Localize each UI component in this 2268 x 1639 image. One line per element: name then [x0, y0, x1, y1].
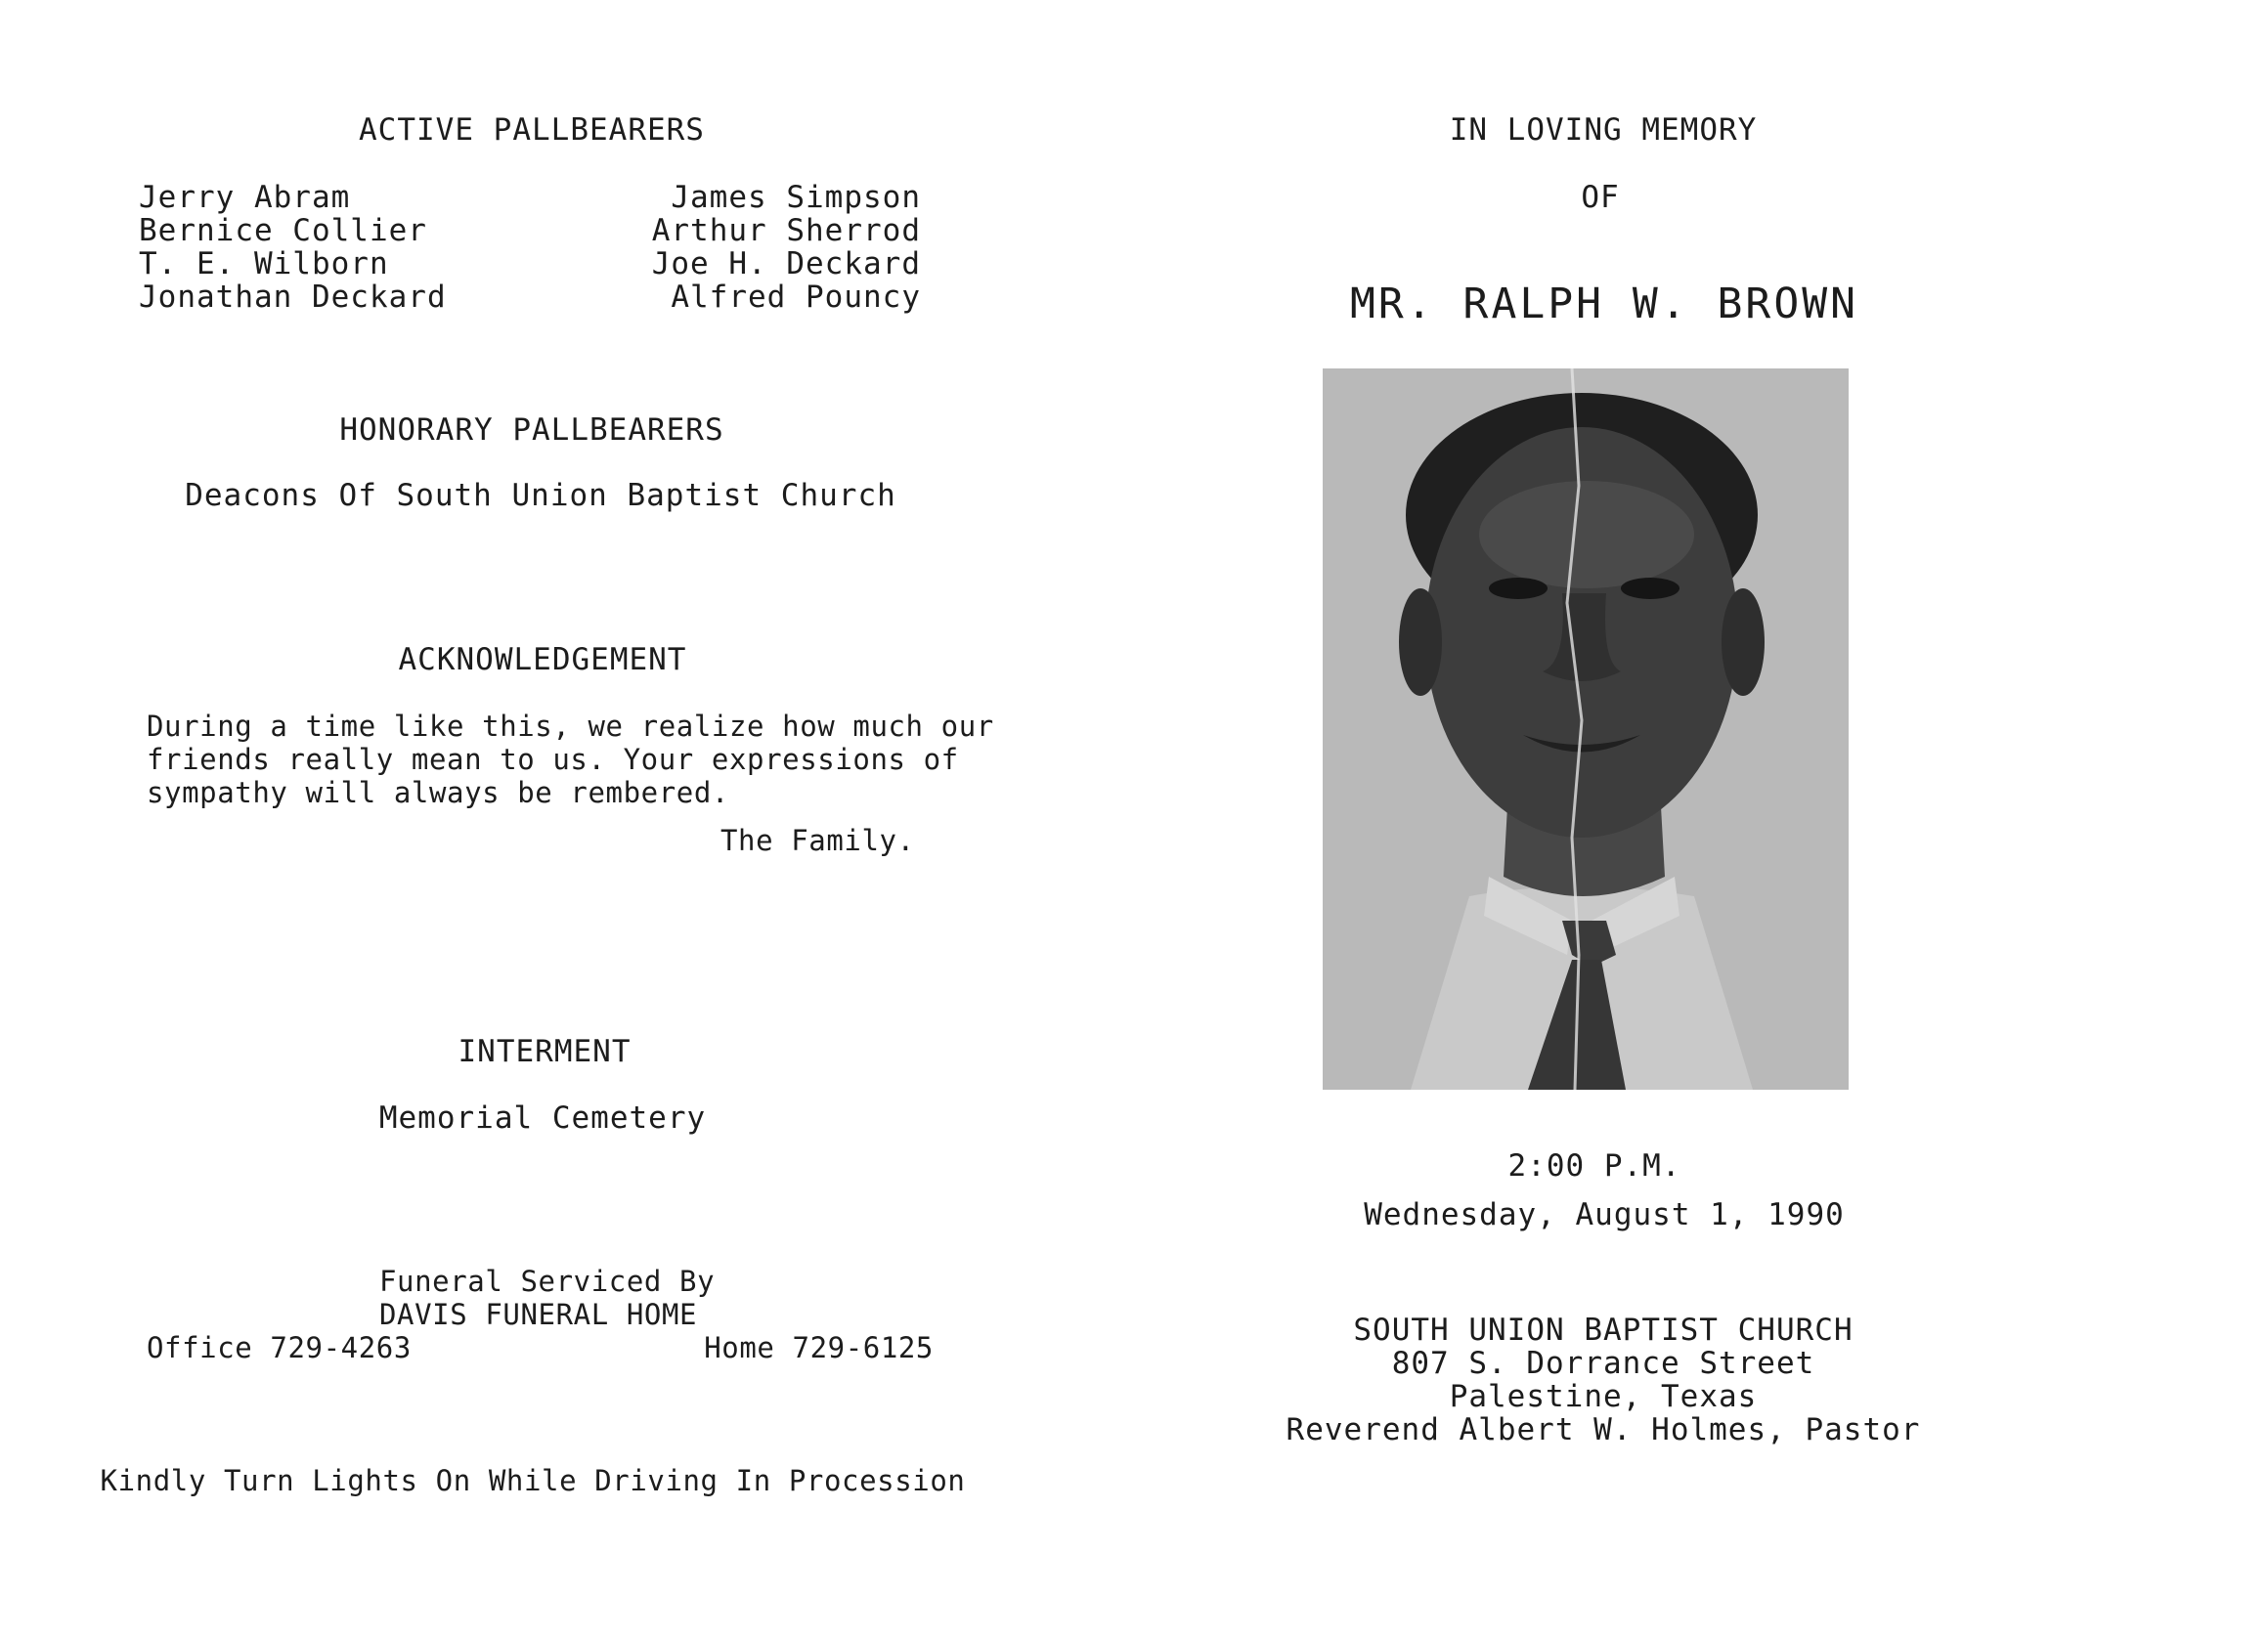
church-street: 807 S. Dorrance Street — [1391, 1346, 1815, 1381]
pallbearer-name: T. E. Wilborn — [139, 246, 389, 281]
church-pastor: Reverend Albert W. Holmes, Pastor — [1286, 1412, 1921, 1447]
acknowledgement-signature: The Family. — [720, 824, 915, 857]
acknowledgement-line: During a time like this, we realize how much our — [147, 710, 994, 743]
pallbearer-name: Joe H. Deckard — [651, 246, 921, 281]
memory-heading: IN LOVING MEMORY — [1449, 112, 1758, 148]
service-date: Wednesday, August 1, 1990 — [1364, 1197, 1845, 1232]
pallbearer-name: Bernice Collier — [139, 213, 427, 248]
pallbearer-name: James Simpson — [671, 180, 921, 215]
memory-of: OF — [1581, 180, 1620, 215]
funeral-home-name: DAVIS FUNERAL HOME — [379, 1298, 698, 1331]
interment-heading: INTERMENT — [458, 1034, 632, 1069]
acknowledgement-heading: ACKNOWLEDGEMENT — [398, 642, 687, 677]
acknowledgement-text — [147, 710, 994, 809]
church-city: Palestine, Texas — [1449, 1379, 1758, 1414]
pallbearer-name: Arthur Sherrod — [651, 213, 921, 248]
interment-place: Memorial Cemetery — [378, 1100, 707, 1136]
active-pallbearers-right-list — [652, 181, 921, 314]
pallbearer-name: Alfred Pouncy — [671, 280, 921, 315]
pallbearer-name: Jonathan Deckard — [139, 280, 447, 315]
service-time: 2:00 P.M. — [1507, 1148, 1681, 1184]
honorary-pallbearers-text: Deacons Of South Union Baptist Church — [185, 478, 896, 513]
funeral-service-line1: Funeral Serviced By — [379, 1265, 716, 1298]
acknowledgement-line: sympathy will always be rembered. — [147, 776, 729, 809]
church-name: SOUTH UNION BAPTIST CHURCH — [1353, 1313, 1854, 1348]
acknowledgement-line: friends really mean to us. Your expressions of — [147, 743, 959, 776]
office-phone: Office 729-4263 — [147, 1331, 412, 1364]
active-pallbearers-heading: ACTIVE PALLBEARERS — [359, 112, 705, 148]
pallbearer-name: Jerry Abram — [139, 180, 351, 215]
deceased-name: MR. RALPH W. BROWN — [1350, 280, 1858, 328]
home-phone: Home 729-6125 — [704, 1331, 934, 1364]
active-pallbearers-left-list — [139, 181, 447, 314]
portrait-photo — [1323, 368, 1849, 1090]
procession-note: Kindly Turn Lights On While Driving In Procession — [100, 1464, 966, 1497]
honorary-pallbearers-heading: HONORARY PALLBEARERS — [339, 412, 724, 448]
portrait-photo-icon — [1323, 368, 1849, 1090]
